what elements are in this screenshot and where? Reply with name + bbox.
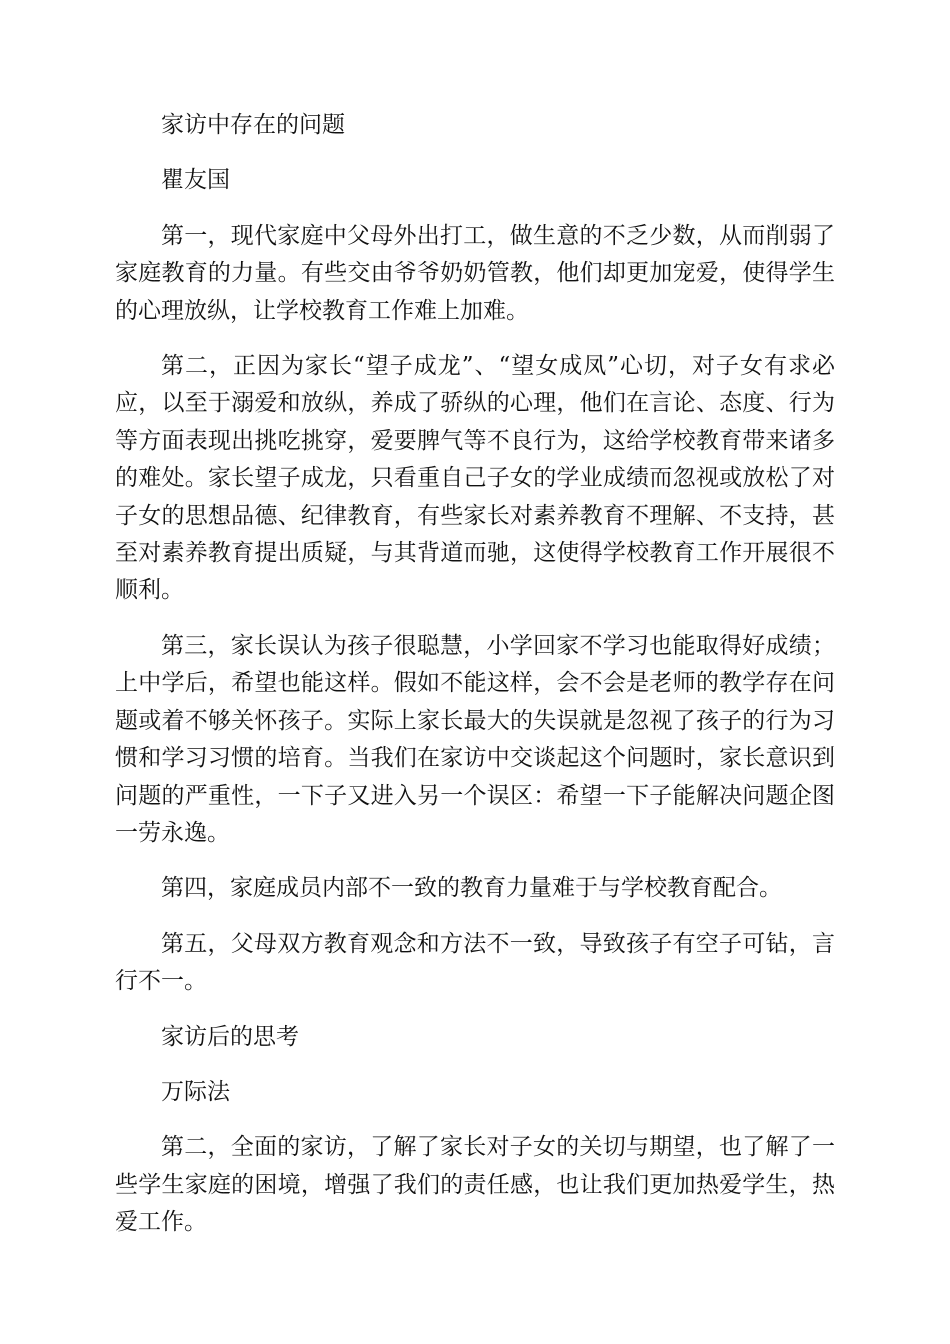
paragraph-2: 第二，正因为家长“望子成龙”、“望女成凤”心切，对子女有求必应，以至于溺爱和放纵，养成了骄纵的心理，他们在言论、态度、行为等方面表现出挑吃挑穿，爱要脾气等不良行为，这给学校教育带来诸多的难处。家长望子成龙，只看重自己子女的学业成绩而忽视或放松了对子女的思想品德、纪律教育，有些家长对素养教育不理解、不支持，甚至对素养教育提出质疑，与其背道而驰，这使得学校教育工作开展很不顺利。	[115, 353, 835, 604]
section-title: 家访后的思考	[161, 1023, 299, 1050]
paragraph-3: 第三，家长误认为孩子很聪慧，小学回家不学习也能取得好成绩；上中学后，希望也能这样。假如不能这样，会不会是老师的教学存在问题或着不够关怀孩子。实际上家长最大的失误就是忽视了孩子的行为习惯和学习习惯的培育。当我们在家访中交谈起这个问题时，家长意识到问题的严重性，一下子又进入另一个误区：希望一下子能解决问题企图一劳永逸。	[115, 632, 835, 846]
paragraph-4: 第四，家庭成员内部不一致的教育力量难于与学校教育配合。	[161, 875, 782, 902]
section-title: 家访中存在的问题	[161, 112, 345, 138]
author-name: 瞿友国	[161, 167, 230, 194]
paragraph-1: 第一，现代家庭中父母外出打工，做生意的不乏少数，从而削弱了家庭教育的力量。有些交由爷爷奶奶管教，他们却更加宠爱，使得学生的心理放纵，让学校教育工作难上加难。	[115, 222, 835, 324]
paragraph-6: 第二，全面的家访，了解了家长对子女的关切与期望，也了解了一些学生家庭的困境，增强了我们的责任感，也让我们更加热爱学生，热爱工作。	[115, 1134, 835, 1236]
paragraph-5: 第五，父母双方教育观念和方法不一致，导致孩子有空子可钻，言行不一。	[115, 930, 835, 995]
author-name: 万际法	[161, 1078, 230, 1105]
document-page	[115, 107, 835, 1260]
